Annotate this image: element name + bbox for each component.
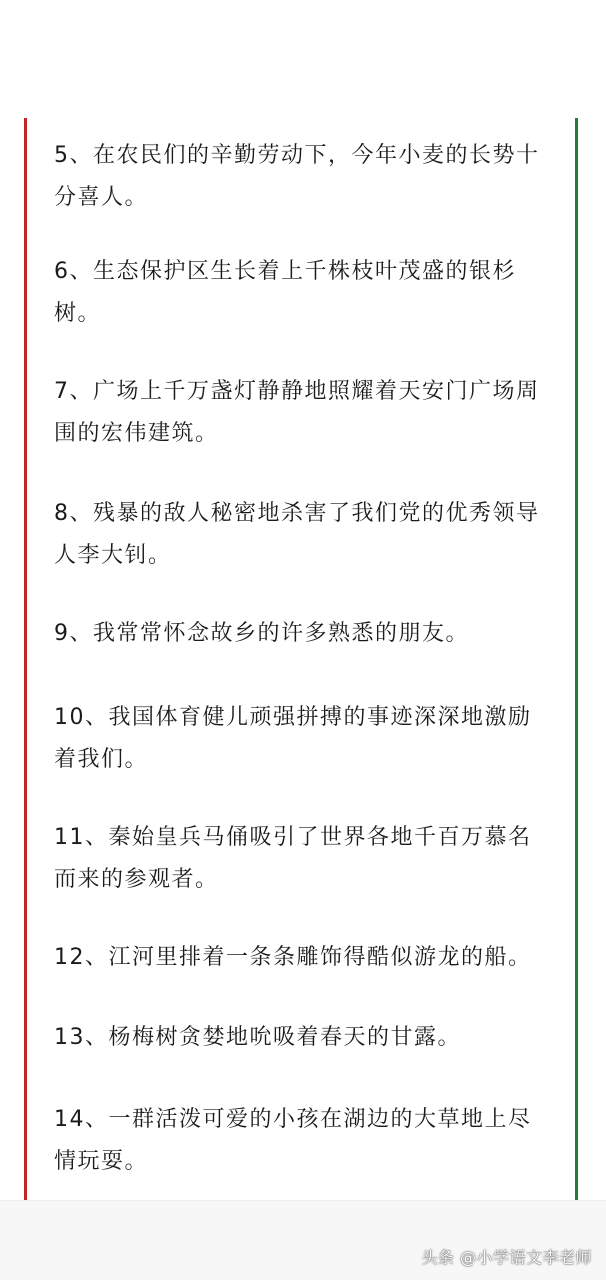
sentence-12: 12、江河里排着一条条雕饰得酷似游龙的船。 [54, 945, 532, 970]
source-watermark: 头条 @小学语文李老师 [421, 1248, 592, 1267]
sentence-8: 8、残暴的敌人秘密地杀害了我们党的优秀领导人李大钊。 [54, 501, 540, 568]
sentence-card [0, 118, 606, 1200]
top-blank-area [0, 0, 606, 118]
sentence-10: 10、我国体育健儿顽强拼搏的事迹深深地激励着我们。 [54, 705, 532, 772]
sentence-6: 6、生态保护区生长着上千株枝叶茂盛的银杉树。 [54, 259, 516, 326]
sentence-9: 9、我常常怀念故乡的许多熟悉的朋友。 [54, 621, 469, 646]
sentence-13: 13、杨梅树贪婪地吮吸着春天的甘露。 [54, 1025, 461, 1050]
sentence-7: 7、广场上千万盏灯静静地照耀着天安门广场周围的宏伟建筑。 [54, 379, 540, 446]
sentence-11: 11、秦始皇兵马俑吸引了世界各地千百万慕名而来的参观者。 [54, 825, 532, 892]
left-red-border [24, 118, 27, 1200]
sentence-14: 14、一群活泼可爱的小孩在湖边的大草地上尽情玩耍。 [54, 1107, 532, 1174]
footer-bar [0, 1200, 606, 1280]
sentence-5: 5、在农民们的辛勤劳动下，今年小麦的长势十分喜人。 [54, 143, 540, 210]
right-green-border [575, 118, 578, 1200]
